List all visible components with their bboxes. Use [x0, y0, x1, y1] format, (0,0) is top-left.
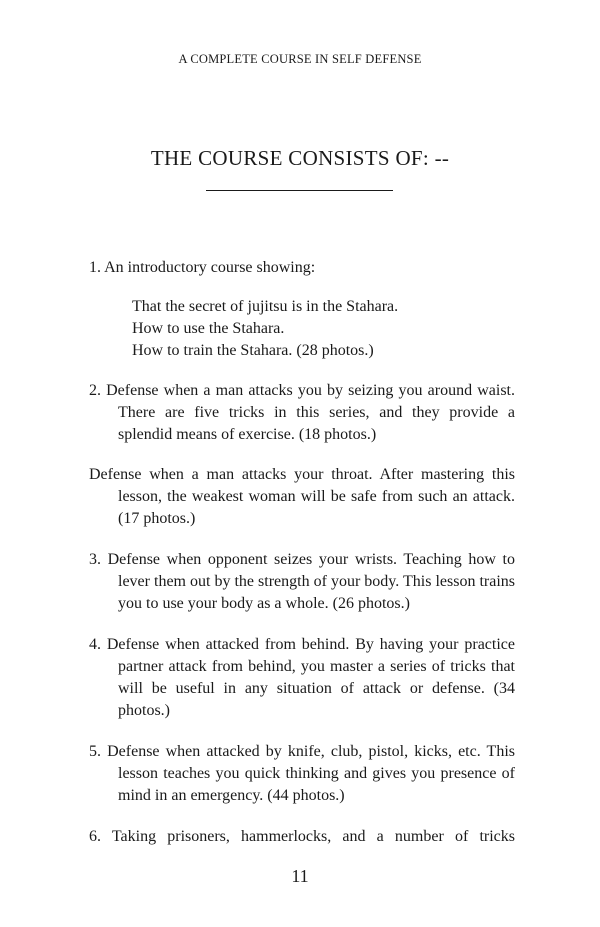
sub-line-secret: That the secret of jujitsu is in the Stahara. [132, 298, 399, 315]
page-number: 11 [291, 866, 309, 886]
list-item-2 [89, 380, 515, 446]
item-3-text: 3. Defense when opponent seizes your wrists. Teaching how to lever them out by the strength of your body. This lesson trains you to use your body as a whole. (26 photos.) [89, 551, 515, 612]
item-4-text: 4. Defense when attacked from behind. By having your practice partner attack from behind, you master a series of tricks that will be useful in any situation of attack or defense. (34 photos.) [89, 636, 515, 719]
title-rule [206, 190, 393, 191]
list-item-5 [89, 741, 515, 807]
list-item-6 [89, 826, 515, 848]
chapter-title: THE COURSE CONSISTS OF: -- [150, 146, 450, 170]
item-throat-text: Defense when a man attacks your throat. After mastering this lesson, the weakest woman will be safe from such an attack. (17 photos.) [89, 466, 515, 527]
list-item-1-sublist [89, 296, 515, 362]
sub-line-use: How to use the Stahara. [132, 320, 285, 337]
running-head: A COMPLETE COURSE IN SELF DEFENSE [178, 52, 422, 66]
list-item-throat [89, 464, 515, 530]
list-item-1 [89, 257, 515, 279]
list-item-3 [89, 549, 515, 615]
item-1-text: 1. An introductory course showing: [89, 259, 316, 276]
sub-line-train: How to train the Stahara. (28 photos.) [132, 342, 374, 359]
item-2-text: 2. Defense when a man attacks you by seizing you around waist. There are five tricks in this series, and they provide a splendid means of exercise. (18 photos.) [89, 382, 515, 443]
item-6-text: 6. Taking prisoners, hammerlocks, and a number of tricks [89, 828, 515, 845]
list-item-4 [89, 634, 515, 722]
item-5-text: 5. Defense when attacked by knife, club, pistol, kicks, etc. This lesson teaches you quick thinking and gives you presence of mind in an emergency. (44 photos.) [89, 743, 515, 804]
